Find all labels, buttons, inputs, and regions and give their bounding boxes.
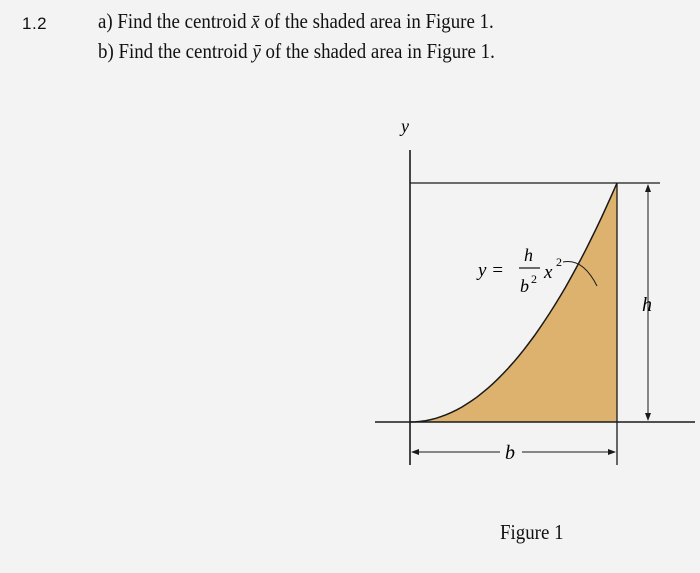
equation-variable-exponent: 2 [556, 255, 562, 269]
y-axis-label: y [401, 116, 409, 136]
width-arrow-left [411, 449, 419, 455]
centroid-y-symbol: ȳ [252, 39, 261, 63]
width-arrow-right [608, 449, 616, 455]
equation-lhs: y = [478, 260, 505, 281]
question-b-suffix: of the shaded area in Figure 1. [265, 39, 495, 63]
equation-numerator: h [524, 245, 533, 265]
height-arrow-bottom [645, 413, 651, 421]
question-a-prefix: a) Find the centroid [98, 9, 247, 33]
equation-denominator-exponent: 2 [531, 272, 537, 286]
height-label: h [642, 294, 652, 316]
question-b-prefix: b) Find the centroid [98, 39, 248, 63]
equation-denominator: b [520, 276, 529, 296]
equation-variable: x [544, 262, 553, 283]
shaded-region [410, 183, 617, 422]
problem-number: 1.2 [22, 14, 48, 33]
width-label: b [505, 442, 515, 464]
centroid-x-symbol: x̄ [251, 9, 260, 33]
height-arrow-top [645, 184, 651, 192]
figure-caption: Figure 1 [500, 520, 564, 544]
question-a-suffix: of the shaded area in Figure 1. [264, 9, 494, 33]
